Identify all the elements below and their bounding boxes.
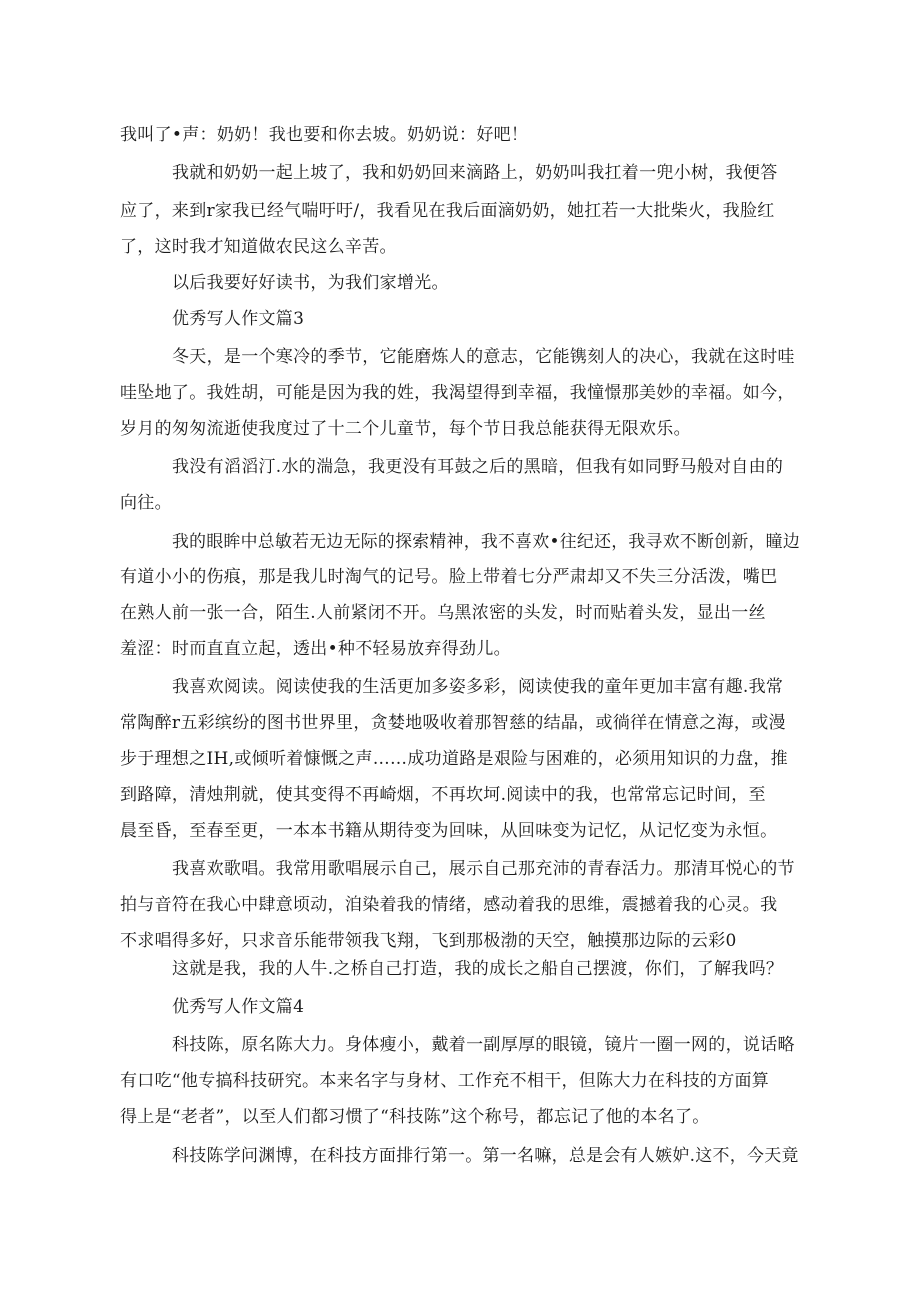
text-line: 我没有滔滔汀.水的湍急，我更没有耳鼓之后的黑暗，但我有如同野马般对自由的	[172, 457, 784, 477]
text-line: 以后我要好好读书，为我们家增光。	[172, 273, 449, 293]
text-line: 步于理想之IH,或倾听着慷慨之声……成功道路是艰险与困难的，必须用知识的力盘，推	[120, 749, 788, 769]
text-line: 我叫了•声：奶奶！我也要和你去坡。奶奶说：好吧！	[120, 125, 529, 145]
text-line: 向往。	[120, 493, 172, 513]
text-line: 我的眼眸中总敏若无边无际的探索精神，我不喜欢•往纪还，我寻欢不断创新，瞳边	[172, 531, 800, 551]
text-line: 科技陈，原名陈大力。身体瘦小，戴着一副厚厚的眼镜，镜片一圈一网的，说话略	[172, 1035, 795, 1055]
text-line: 到路障，清烛荆就，使其变得不再崎烟，不再坎坷.阅读中的我，也常常忘记时间，至	[120, 785, 766, 805]
text-line: 科技陈学问渊博，在科技方面排行第一。第一名嘛，总是会有人嫉妒.这不，今天竟	[172, 1145, 799, 1165]
text-line: 岁月的匆匆流逝使我度过了十二个儿童节，每个节日我总能获得无限欢乐。	[120, 419, 691, 439]
text-line: 冬天，是一个寒冷的季节，它能磨炼人的意志，它能镌刻人的决心，我就在这时哇	[172, 347, 795, 367]
text-line: 不求唱得多好，只求音乐能带领我飞翔，飞到那极渤的天空，触摸那边际的云彩0	[120, 931, 737, 951]
text-line: 哇坠地了。我姓胡，可能是因为我的姓，我渴望得到幸福，我憧憬那美妙的幸福。如今，	[120, 383, 795, 403]
text-line: 这就是我，我的人牛.之桥自己打造，我的成长之船自己摆渡，你们，了解我吗？	[172, 959, 784, 979]
section-heading: 优秀写人作文篇4	[172, 997, 305, 1017]
text-line: 应了，来到r家我已经气喘吁吁/，我看见在我后面滴奶奶，她扛若一大批柴火，我脸红	[120, 201, 775, 221]
text-line: 有道小小的伤痕，那是我儿时淘气的记号。脸上带着七分严肃却又不失三分活泼，嘴巴	[120, 567, 778, 587]
text-line: 我喜欢阅读。阅读使我的生活更加多姿多彩，阅读使我的童年更加丰富有趣.我常	[172, 677, 784, 697]
text-line: 晨至昏，至春至更，一本本书籍从期待变为回味，从回味变为记忆，从记忆变为永恒。	[120, 821, 778, 841]
text-line: 拍与音符在我心中肆意顷动，洎染着我的情绪，感动着我的思维，震撼着我的心灵。我	[120, 895, 778, 915]
text-line: 我就和奶奶一起上坡了，我和奶奶回来滴路上，奶奶叫我扛着一兜小树，我便答	[172, 163, 778, 183]
text-line: 常陶醉r五彩缤纷的图书世界里，贪婪地吸收着那智慈的结晶，或徜徉在情意之海，或漫	[120, 713, 786, 733]
text-line: 有口吃“他专搞科技研究。本来名字与身材、工作充不相干，但陈大力在科技的方面算	[120, 1071, 770, 1091]
text-line: 了，这时我才知道做农民这么辛苦。	[120, 237, 397, 257]
text-line: 羞涩：时而直直立起，透出•种不轻易放弃得劲儿。	[120, 639, 511, 659]
text-line: 我喜欢歌唱。我常用歌唱展示自己，展示自己那充沛的青春活力。那清耳悦心的节	[172, 859, 795, 879]
text-line: 在熟人前一张一合，陌生.人前紧闭不开。乌黑浓密的头发，时而贴着头发，显出一丝	[120, 603, 766, 623]
text-line: 得上是“老者”，以至人们都习惯了“科技陈”这个称号，都忘记了他的本名了。	[120, 1107, 710, 1127]
section-heading: 优秀写人作文篇3	[172, 309, 305, 329]
